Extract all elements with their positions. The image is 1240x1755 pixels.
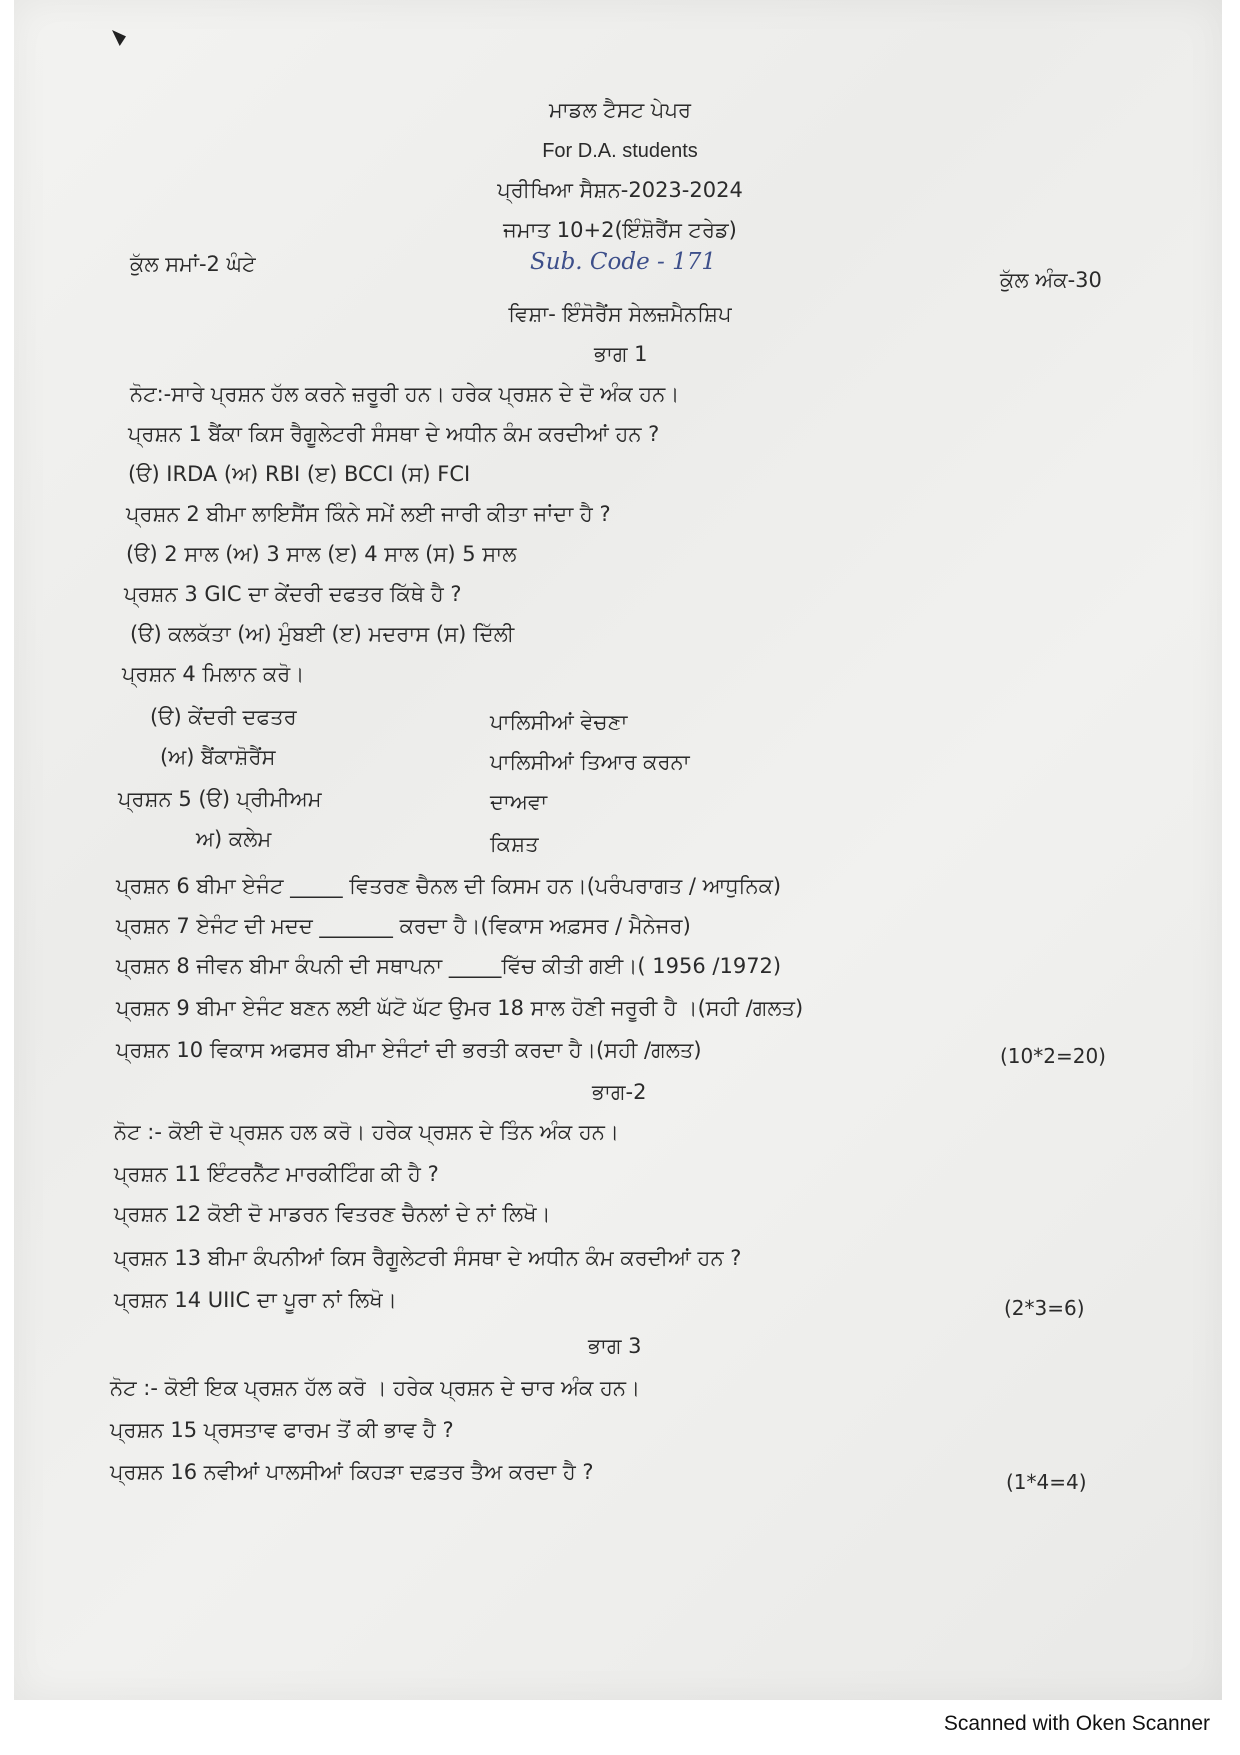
q5-match-a-right: ਦਾਅਵਾ xyxy=(490,790,548,814)
question-3-options: (ੳ) ਕਲਕੱਤਾ (ਅ) ਮੁੰਬਈ (ੲ) ਮਦਰਾਸ (ਸ) ਦਿੱਲੀ xyxy=(130,622,515,646)
subject-line: ਵਿਸ਼ਾ- ਇੰਸੋਰੈਂਸ ਸੇਲਜ਼ਮੈਨਸ਼ਿਪ xyxy=(508,302,732,326)
question-7: ਪ੍ਰਸ਼ਨ 7 ਏਜੰਟ ਦੀ ਮਦਦ _______ ਕਰਦਾ ਹੈ।(ਵਿਕਾਸ ਅਫ਼ਸਰ / ਮੈਨੇਜਰ) xyxy=(116,914,691,938)
part2-note: ਨੋਟ :- ਕੋਈ ਦੋ ਪ੍ਰਸ਼ਨ ਹਲ ਕਰੋ। ਹਰੇਕ ਪ੍ਰਸ਼ਨ ਦੇ ਤਿੰਨ ਅੰਕ ਹਨ। xyxy=(114,1120,620,1144)
question-8: ਪ੍ਰਸ਼ਨ 8 ਜੀਵਨ ਬੀਮਾ ਕੰਪਨੀ ਦੀ ਸਥਾਪਨਾ _____ਵਿੱਚ ਕੀਤੀ ਗਈ।( 1956 /1972) xyxy=(116,954,782,978)
question-10: ਪ੍ਰਸ਼ਨ 10 ਵਿਕਾਸ ਅਫਸਰ ਬੀਮਾ ਏਜੰਟਾਂ ਦੀ ਭਰਤੀ ਕਰਦਾ ਹੈ।(ਸਹੀ /ਗਲਤ) xyxy=(116,1038,702,1062)
q5-match-a-left: ਪ੍ਰਸ਼ਨ 5 (ੳ) ਪ੍ਰੀਮੀਅਮ xyxy=(118,787,322,811)
total-time: ਕੁੱਲ ਸਮਾਂ-2 ਘੰਟੇ xyxy=(130,252,256,276)
question-1-options: (ੳ) IRDA (ਅ) RBI (ੲ) BCCI (ਸ) FCI xyxy=(128,462,471,486)
part1-marks: (10*2=20) xyxy=(1000,1044,1106,1068)
part3-heading: ਭਾਗ 3 xyxy=(588,1334,642,1358)
q4-match-a-left: (ੳ) ਕੇਂਦਰੀ ਦਫਤਰ xyxy=(150,705,297,729)
question-6: ਪ੍ਰਸ਼ਨ 6 ਬੀਮਾ ਏਜੰਟ _____ ਵਿਤਰਣ ਚੈਨਲ ਦੀ ਕਿਸਮ ਹਨ।(ਪਰੰਪਰਾਗਤ / ਆਧੁਨਿਕ) xyxy=(116,874,782,898)
question-2: ਪ੍ਰਸ਼ਨ 2 ਬੀਮਾ ਲਾਇਸੈਂਸ ਕਿੰਨੇ ਸਮੇਂ ਲਈ ਜਾਰੀ ਕੀਤਾ ਜਾਂਦਾ ਹੈ ? xyxy=(126,502,611,526)
session-line: ਪ੍ਰੀਖਿਆ ਸੈਸ਼ਨ-2023-2024 xyxy=(497,178,743,202)
q4-match-a-right: ਪਾਲਿਸੀਆਂ ਵੇਚਣਾ xyxy=(490,710,628,734)
question-15: ਪ੍ਰਸ਼ਨ 15 ਪ੍ਰਸਤਾਵ ਫਾਰਮ ਤੋਂ ਕੀ ਭਾਵ ਹੈ ? xyxy=(110,1418,454,1442)
question-16: ਪ੍ਰਸ਼ਨ 16 ਨਵੀਆਂ ਪਾਲਸੀਆਂ ਕਿਹੜਾ ਦਫ਼ਤਰ ਤੈਅ ਕਰਦਾ ਹੈ ? xyxy=(110,1460,594,1484)
question-3: ਪ੍ਰਸ਼ਨ 3 GIC ਦਾ ਕੇਂਦਰੀ ਦਫਤਰ ਕਿੱਥੇ ਹੈ ? xyxy=(124,582,462,606)
total-marks: ਕੁੱਲ ਅੰਕ-30 xyxy=(1000,268,1102,292)
q4-match-b-left: (ਅ) ਬੈਂਕਾਸ਼ੋਰੈਂਸ xyxy=(160,745,276,769)
q4-match-b-right: ਪਾਲਿਸੀਆਂ ਤਿਆਰ ਕਰਨਾ xyxy=(490,750,690,774)
question-12: ਪ੍ਰਸ਼ਨ 12 ਕੋਈ ਦੋ ਮਾਡਰਨ ਵਿਤਰਣ ਚੈਨਲਾਂ ਦੇ ਨਾਂ ਲਿਖੋ। xyxy=(114,1202,551,1226)
paper-title: ਮਾਡਲ ਟੈਸਟ ਪੇਪਰ xyxy=(548,98,692,122)
q5-match-b-left: ਅ) ਕਲੇਮ xyxy=(196,827,272,851)
part1-note: ਨੋਟ:-ਸਾਰੇ ਪ੍ਰਸ਼ਨ ਹੱਲ ਕਰਨੇ ਜ਼ਰੂਰੀ ਹਨ। ਹਰੇਕ ਪ੍ਰਸ਼ਨ ਦੇ ਦੋ ਅੰਕ ਹਨ। xyxy=(130,382,680,406)
question-11: ਪ੍ਰਸ਼ਨ 11 ਇੰਟਰਨੈੱਟ ਮਾਰਕੀਟਿੰਗ ਕੀ ਹੈ ? xyxy=(114,1162,439,1186)
part1-heading: ਭਾਗ 1 xyxy=(594,342,648,366)
for-line: For D.A. students xyxy=(542,140,698,162)
question-1: ਪ੍ਰਸ਼ਨ 1 ਬੈਂਕਾ ਕਿਸ ਰੈਗੂਲੇਟਰੀ ਸੰਸਥਾ ਦੇ ਅਧੀਨ ਕੰਮ ਕਰਦੀਆਂ ਹਨ ? xyxy=(128,422,660,446)
question-13: ਪ੍ਰਸ਼ਨ 13 ਬੀਮਾ ਕੰਪਨੀਆਂ ਕਿਸ ਰੈਗੂਲੇਟਰੀ ਸੰਸਥਾ ਦੇ ਅਧੀਨ ਕੰਮ ਕਰਦੀਆਂ ਹਨ ? xyxy=(114,1246,742,1270)
question-9: ਪ੍ਰਸ਼ਨ 9 ਬੀਮਾ ਏਜੰਟ ਬਣਨ ਲਈ ਘੱਟੋ ਘੱਟ ਉਮਰ 18 ਸਾਲ ਹੋਣੀ ਜਰੂਰੀ ਹੈ ।(ਸਹੀ /ਗਲਤ) xyxy=(116,996,804,1020)
scanner-watermark: Scanned with Oken Scanner xyxy=(943,1712,1210,1735)
q5-match-b-right: ਕਿਸ਼ਤ xyxy=(490,832,539,856)
part2-marks: (2*3=6) xyxy=(1004,1296,1085,1320)
question-2-options: (ੳ) 2 ਸਾਲ (ਅ) 3 ਸਾਲ (ੲ) 4 ਸਾਲ (ਸ) 5 ਸਾਲ xyxy=(126,542,517,566)
part2-heading: ਭਾਗ-2 xyxy=(592,1080,647,1104)
question-14: ਪ੍ਰਸ਼ਨ 14 UIIC ਦਾ ਪੂਰਾ ਨਾਂ ਲਿਖੋ। xyxy=(114,1288,397,1312)
class-line: ਜਮਾਤ 10+2(ਇੰਸ਼ੋਰੈਂਸ ਟਰੇਡ) xyxy=(503,218,737,242)
part3-marks: (1*4=4) xyxy=(1006,1470,1087,1494)
sub-code: Sub. Code - 171 xyxy=(530,249,716,275)
part3-note: ਨੋਟ :- ਕੋਈ ਇਕ ਪ੍ਰਸ਼ਨ ਹੱਲ ਕਰੋ । ਹਰੇਕ ਪ੍ਰਸ਼ਨ ਦੇ ਚਾਰ ਅੰਕ ਹਨ। xyxy=(110,1376,641,1400)
question-4: ਪ੍ਰਸ਼ਨ 4 ਮਿਲਾਨ ਕਰੋ। xyxy=(122,662,305,686)
